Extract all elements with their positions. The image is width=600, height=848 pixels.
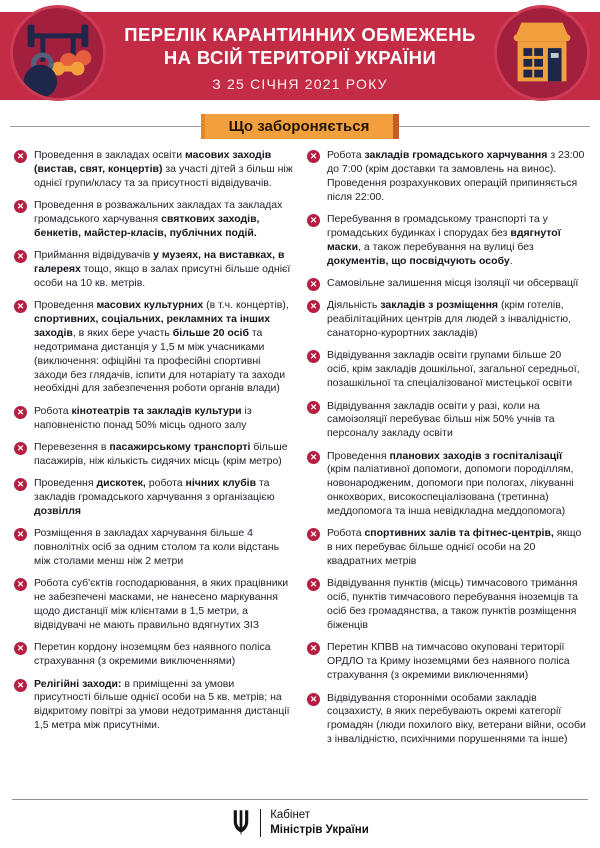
divider-line-left (10, 126, 201, 127)
x-circle-icon: ✕ (307, 642, 320, 655)
restriction-item (14, 405, 293, 433)
x-circle-icon: ✕ (307, 528, 320, 541)
restriction-text: Приймання відвідувачів у музеях, на виставках, в галереях тощо, якщо в залах присутні більше однієї особи на 10 кв. метрів. (34, 249, 291, 289)
shop-building-icon (494, 5, 590, 101)
x-circle-icon: ✕ (307, 150, 320, 163)
x-circle-icon: ✕ (307, 451, 320, 464)
x-circle-icon: ✕ (14, 200, 27, 213)
footer-divider (260, 809, 261, 837)
restriction-text: Релігійні заходи: в приміщенні за умови присутності більше однієї особи на 5 кв. метрів; на відкритому повітрі за умови недотримання дистанції 1,5 метра між присутніми. (34, 677, 290, 732)
column-right (307, 149, 586, 755)
x-circle-icon: ✕ (307, 278, 320, 291)
x-circle-icon: ✕ (14, 642, 27, 655)
subtitle-date: З 25 СІЧНЯ 2021 РОКУ (212, 76, 388, 93)
restriction-item (307, 527, 586, 569)
restriction-text: Перетин кордону іноземцям без наявного поліса страхування (з окремими виключеннями) (34, 641, 271, 668)
restriction-text: Відвідування пунктів (місць) тимчасового тримання осіб, пунктів тимчасового перебування іноземців та осіб без громадянства, а також пунктів розміщення біженців (327, 577, 579, 632)
footer-org (270, 808, 369, 838)
storefront-graphic (497, 8, 587, 98)
restriction-item (14, 577, 293, 632)
section-banner: Що забороняється (201, 114, 400, 139)
restriction-text: Відвідування закладів освіти у разі, коли на самоізоляції перебуває більш ніж 50% учнів та персоналу закладу освіти (327, 399, 555, 440)
restriction-item (14, 477, 293, 519)
x-circle-icon: ✕ (14, 300, 27, 313)
restriction-text: Проведення в закладах освіти масових заходів (вистав, свят, концертів) за участі дітей з більш ніж однієї групи/класу та за присутності відвідувачів. (34, 149, 293, 189)
restriction-text: Перевезення в пасажирському транспорті більше пасажирів, ніж кількість сидячих місць (крім метро) (34, 440, 288, 467)
restriction-text: Діяльність закладів з розміщення (крім готелів, реабілітаційних центрів для людей з інвалідністю, санаторно-курортних закладів) (327, 299, 572, 340)
restrictions-list (14, 149, 586, 755)
restriction-item (307, 400, 586, 442)
restriction-item (14, 199, 293, 241)
title-line1: ПЕРЕЛІК КАРАНТИННИХ ОБМЕЖЕНЬ (124, 24, 476, 45)
x-circle-icon: ✕ (307, 350, 320, 363)
restriction-text: Проведення в розважальних закладах та закладах громадського харчування святкових заходів, бенкетів, майстер-класів, публічних подій. (34, 199, 283, 239)
header-titles (100, 24, 500, 92)
x-circle-icon: ✕ (307, 401, 320, 414)
restriction-text: Проведення дискотек, робота нічних клубів та закладів громадського харчування з організацією дозвілля (34, 477, 275, 517)
x-circle-icon: ✕ (14, 478, 27, 491)
x-circle-icon: ✕ (14, 150, 27, 163)
restriction-item (14, 527, 293, 569)
restriction-item (307, 450, 586, 519)
restriction-text: Робота спортивних залів та фітнес-центрів, якщо в них перебуває більше однієї особи на 20 квадратних метрів (327, 527, 582, 568)
restriction-text: Перебування в громадському транспорті та у громадських будинках і спорудах без вдягнутої маски, а також перебування на вулиці без документів, що посвідчують особу. (327, 212, 561, 267)
x-circle-icon: ✕ (307, 578, 320, 591)
tryzub-icon (231, 809, 251, 837)
footer-org-line2: Міністрів України (270, 824, 369, 836)
restriction-text: Робота кінотеатрів та закладів культури із наповненістю понад 50% місць одного залу (34, 404, 252, 431)
x-circle-icon: ✕ (14, 250, 27, 263)
restriction-text: Проведення масових культурних (в т.ч. концертів), спортивних, соціальних, рекламних та інших заходів, в яких бере участь більше 20 осіб та недотримана дистанція у 1,5 м між учасниками (виключення: офіційні та професійні спортивні заходи без глядачів, іспити для нотаріату та заходи необхідні для забезпечення роботи органів влади) (34, 299, 289, 395)
barbell-kettlebell-graphic (13, 8, 103, 98)
gym-equipment-icon (10, 5, 106, 101)
x-circle-icon: ✕ (14, 406, 27, 419)
restriction-text: Самовільне залишення місця ізоляції чи обсервації (327, 276, 579, 289)
restriction-item (14, 299, 293, 396)
restriction-text: Перетин КПВВ на тимчасово окуповані території ОРДЛО та Криму іноземцями без наявного поліса страхування (з окремими виключеннями) (327, 641, 570, 682)
x-circle-icon: ✕ (307, 693, 320, 706)
restriction-item (307, 149, 586, 204)
restriction-text: Проведення планових заходів з госпіталізації (крім паліативної допомоги, допомоги породіллям, новонародженим, допомоги при пологах, лікуванні онкохворих, високоспеціалізована (третинна) меддопомога та інша невідкладна меддопомога) (327, 449, 574, 518)
restriction-item (14, 678, 293, 733)
restriction-item (307, 213, 586, 268)
restriction-item (14, 641, 293, 669)
restriction-item (307, 692, 586, 747)
divider-line-right (399, 126, 590, 127)
restriction-item (14, 149, 293, 191)
restriction-item (307, 277, 586, 291)
restriction-item (307, 577, 586, 632)
restriction-text: Робота закладів громадського харчування з 23:00 до 7:00 (крім доставки та замовлень на винос). Проведення розрахункових операцій припиняється після 22:00. (327, 149, 585, 203)
x-circle-icon: ✕ (14, 679, 27, 692)
restriction-text: Розміщення в закладах харчування більше 4 повнолітніх осіб за одним столом та коли відстань між столами менш ніж 2 метри (34, 527, 280, 567)
column-left (14, 149, 293, 755)
restriction-item (307, 349, 586, 391)
restriction-text: Робота суб'єктів господарювання, в яких працівники не забезпечені масками, не нанесено маркування щодо дистанції між клієнтами в 1,5 метри, а відвідувачі не мають правильно вдягнутих ЗІЗ (34, 577, 289, 631)
restriction-item (307, 299, 586, 341)
title-line2: НА ВСІЙ ТЕРИТОРІЇ УКРАЇНИ (163, 46, 437, 68)
restriction-item (14, 441, 293, 469)
restriction-text: Відвідування сторонніми особами закладів соцзахисту, в яких перебувають окремі категорії громадян (люди похилого віку, ветерани війни, особи з інвалідністю, психічними порушеннями та інше) (327, 691, 586, 746)
footer (12, 799, 588, 846)
x-circle-icon: ✕ (14, 528, 27, 541)
footer-org-line1: Кабінет (270, 809, 311, 822)
x-circle-icon: ✕ (307, 300, 320, 313)
section-divider (10, 114, 590, 139)
x-circle-icon: ✕ (14, 578, 27, 591)
restriction-item (14, 249, 293, 291)
restriction-item (307, 641, 586, 683)
restriction-text: Відвідування закладів освіти групами більше 20 осіб, крім закладів дошкільної, загальної середньої, позашкільної та спеціалізованої мистецької освіти (327, 349, 580, 390)
x-circle-icon: ✕ (14, 442, 27, 455)
x-circle-icon: ✕ (307, 214, 320, 227)
